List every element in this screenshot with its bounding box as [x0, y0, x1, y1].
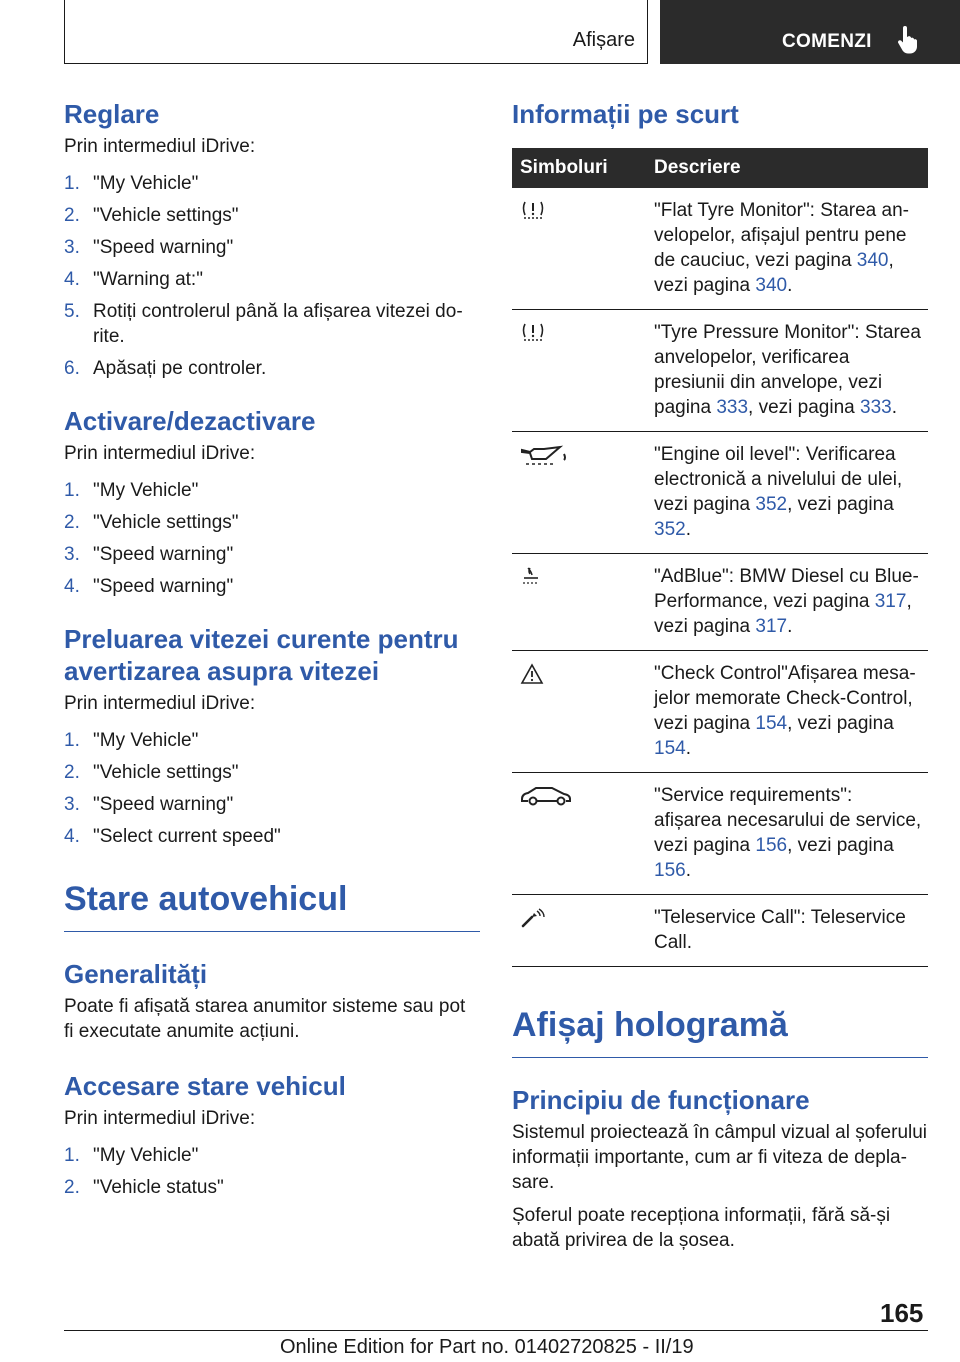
table-header-symbols: Simboluri — [512, 148, 642, 188]
heading-informatii: Informații pe scurt — [512, 99, 739, 129]
table-row — [512, 651, 928, 773]
principiu-text-1: Sistemul proiectează în câmpul vizual al șoferului informații importante, cum ar fi viteza de deplasare. — [512, 1122, 928, 1193]
page-link[interactable]: 317 — [755, 616, 788, 637]
principiu-text-2: Șoferul poate recepționa informații, fără să-și abată privirea de la șosea. — [512, 1205, 891, 1251]
list-item: 3. "Speed warning" — [64, 794, 234, 815]
list-item: 1. "My Vehicle" — [64, 1145, 199, 1166]
page-link[interactable]: 333 — [860, 397, 892, 418]
table-row — [512, 188, 928, 310]
heading-stare-autovehicul: Stare autovehicul — [64, 879, 480, 932]
list-item: 2. "Vehicle settings" — [64, 205, 239, 226]
page-link[interactable]: 156 — [654, 860, 686, 881]
page-link[interactable]: 352 — [755, 494, 788, 515]
list-item: 4. "Warning at:" — [64, 269, 203, 290]
header-chapter-title: COMENZI — [782, 31, 872, 52]
page-link[interactable]: 156 — [755, 835, 788, 856]
table-row — [512, 895, 928, 967]
footer-edition: Online Edition for Part no. 01402720825 - II/19 — [280, 1336, 694, 1358]
heading-generalitati: Generalități — [64, 959, 208, 989]
generalitati-text: Poate fi afișată starea anumitor sisteme sau pot fi executate anumite acțiuni. — [64, 996, 466, 1042]
adblue-icon — [520, 566, 542, 593]
page-link[interactable]: 352 — [654, 519, 686, 540]
row-description: "Engine oil level": Verificarea electronică a nivelului de ulei, vezi pagina 352, vezi pagina 352. — [642, 432, 928, 554]
preluarea-intro: Prin intermediul iDrive: — [64, 693, 256, 714]
heading-principiu: Principiu de funcționare — [512, 1085, 810, 1115]
table-row — [512, 432, 928, 554]
heading-preluarea: Preluarea vitezei curente pentru avertizarea asupra vitezei — [64, 624, 459, 686]
symbols-table — [512, 148, 928, 967]
tyre-pressure-icon — [520, 322, 546, 349]
page-link[interactable]: 317 — [874, 591, 907, 612]
teleservice-wrench-icon — [520, 907, 546, 936]
header-section-title: Afișare — [572, 29, 635, 51]
list-item: 1. "My Vehicle" — [64, 173, 199, 194]
warning-triangle-icon — [520, 663, 544, 692]
footer-divider — [64, 1330, 928, 1331]
heading-accesare: Accesare stare vehicul — [64, 1071, 346, 1101]
list-item: 5. Rotiți controlerul până la afișarea vitezei dorite. — [64, 301, 463, 347]
row-description: "AdBlue": BMW Diesel cu BluePerformance, vezi pagina 317, vezi pagina 317. — [642, 554, 928, 651]
pointing-hand-icon — [896, 26, 920, 59]
list-item: 1. "My Vehicle" — [64, 480, 199, 501]
table-row — [512, 554, 928, 651]
left-column — [64, 98, 480, 1207]
header-chapter-box — [660, 0, 960, 64]
list-item: 2. "Vehicle settings" — [64, 762, 239, 783]
oil-can-icon — [520, 444, 572, 473]
preluarea-steps — [64, 728, 480, 849]
list-item: 6. Apăsați pe controler. — [64, 358, 267, 379]
page-link[interactable]: 154 — [755, 713, 788, 734]
header-section-box — [64, 0, 648, 64]
heading-activare: Activare/dezactivare — [64, 406, 316, 436]
reglare-steps — [64, 171, 480, 381]
list-item: 2. "Vehicle settings" — [64, 512, 239, 533]
list-item: 3. "Speed warning" — [64, 237, 234, 258]
accesare-intro: Prin intermediul iDrive: — [64, 1108, 256, 1129]
page-link[interactable]: 340 — [856, 250, 889, 271]
list-item: 3. "Speed warning" — [64, 544, 234, 565]
page-link[interactable]: 333 — [716, 397, 749, 418]
page-link[interactable]: 154 — [654, 738, 686, 759]
service-car-icon — [520, 785, 574, 814]
table-row — [512, 773, 928, 895]
list-item: 1. "My Vehicle" — [64, 730, 199, 751]
page-number: 165 — [880, 1298, 924, 1328]
tyre-warning-icon — [520, 200, 546, 227]
table-header-description: Descriere — [642, 148, 928, 188]
activare-steps — [64, 478, 480, 599]
reglare-intro: Prin intermediul iDrive: — [64, 136, 256, 157]
row-description: "Check Control"Afișarea mesajelor memorate Check-Control, vezi pagina 154, vezi pagina 154. — [642, 651, 928, 773]
heading-reglare: Reglare — [64, 99, 160, 129]
activare-intro: Prin intermediul iDrive: — [64, 443, 256, 464]
list-item: 2. "Vehicle status" — [64, 1177, 224, 1198]
list-item: 4. "Speed warning" — [64, 576, 234, 597]
table-row — [512, 310, 928, 432]
list-item: 4. "Select current speed" — [64, 826, 281, 847]
row-description: "Tyre Pressure Monitor": Starea anvelopelor, verificarea presiunii din anvelope, vezi pagina 333, vezi pagina 333. — [642, 310, 928, 432]
heading-afisaj-holograma: Afișaj hologramă — [512, 1005, 928, 1058]
page-link[interactable]: 340 — [755, 275, 788, 296]
row-description: "Flat Tyre Monitor": Starea anvelopelor, afișajul pentru pene de cauciuc, vezi pagina 340, vezi pagina 340. — [642, 188, 928, 310]
right-column — [512, 98, 928, 1253]
row-description: "Teleservice Call": Teleservice Call. — [642, 895, 928, 967]
row-description: "Service requirements": afișarea necesarului de service, vezi pagina 156, vezi pagina 156. — [642, 773, 928, 895]
accesare-steps — [64, 1143, 480, 1200]
